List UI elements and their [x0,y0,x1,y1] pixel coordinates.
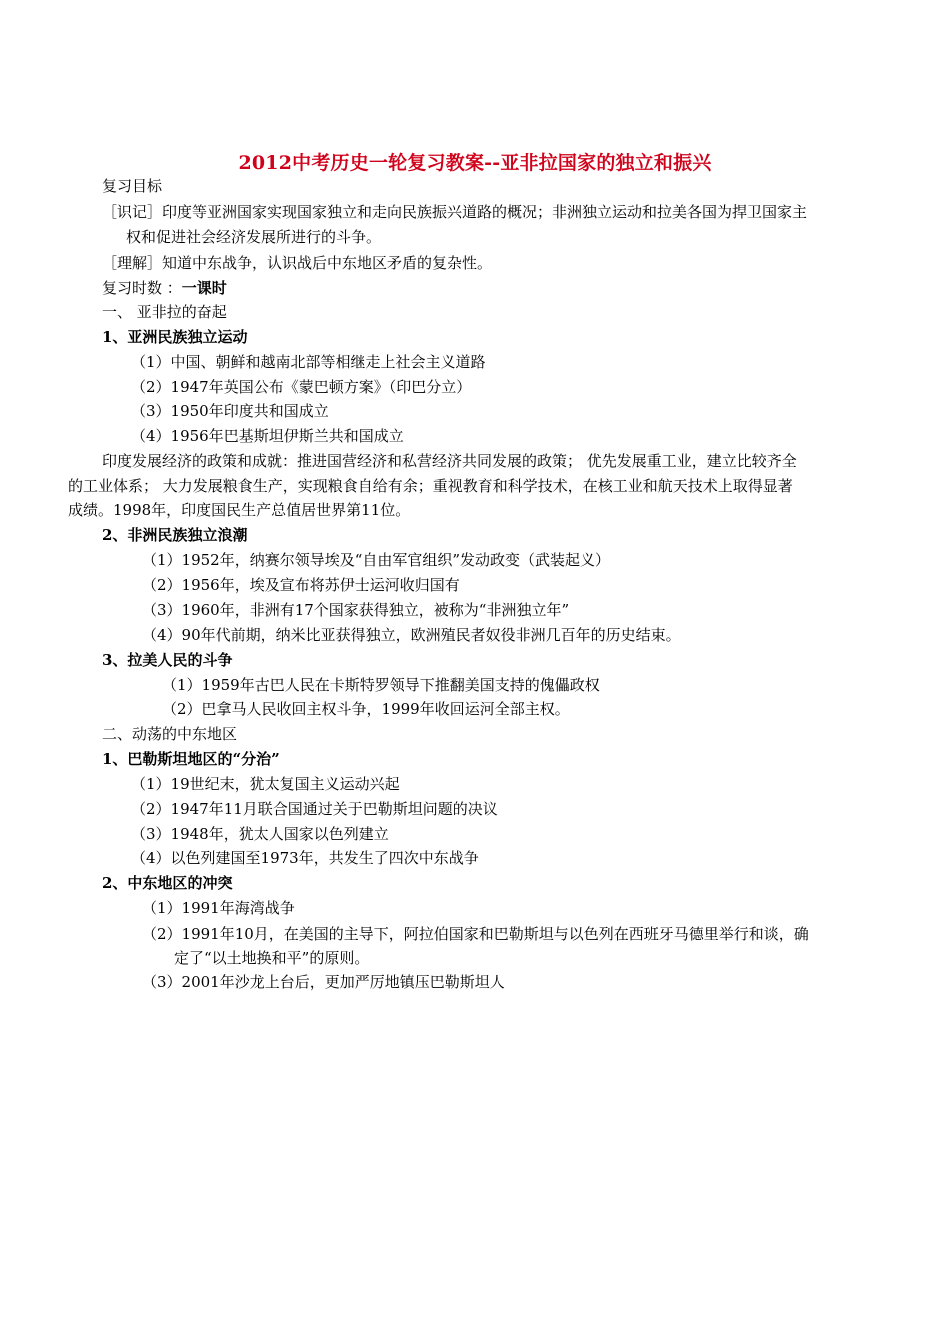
section-1-sub-2-heading: 2、非洲民族独立浪潮 [102,526,248,544]
india-paragraph-line-2: 的工业体系； 大力发展粮食生产，实现粮食自给有余；重视教育和科学技术，在核工业和航天技术上取得显著 [68,477,793,495]
list-item: （3）1950年印度共和国成立 [131,402,329,420]
section-2-sub-1-heading: 1、巴勒斯坦地区的“分治” [102,750,280,768]
list-item: （2）巴拿马人民收回主权斗争，1999年收回运河全部主权。 [162,700,570,718]
understand-line: ［理解］知道中东战争，认识战后中东地区矛盾的复杂性。 [102,254,493,272]
section-1-sub-3-heading: 3、拉美人民的斗争 [102,651,233,669]
section-2-sub-2-heading: 2、中东地区的冲突 [102,874,233,892]
list-item: （2）1991年10月，在美国的主导下，阿拉伯国家和巴勒斯坦与以色列在西班牙马德里举行和谈，确 [142,925,809,943]
list-item: （2）1947年11月联合国通过关于巴勒斯坦问题的决议 [131,800,498,818]
section-2-heading: 二、动荡的中东地区 [102,725,238,743]
list-item: （1）1959年古巴人民在卡斯特罗领导下推翻美国支持的傀儡政权 [162,676,600,694]
review-time [102,278,227,298]
list-item: （1）中国、朝鲜和越南北部等相继走上社会主义道路 [131,353,486,371]
review-goal-label: 复习目标 [102,177,163,195]
list-item: （4）以色列建国至1973年，共发生了四次中东战争 [131,849,479,867]
list-item: （1）1991年海湾战争 [142,899,295,917]
list-item: （4）1956年巴基斯坦伊斯兰共和国成立 [131,427,404,445]
list-item: （3）1948年，犹太人国家以色列建立 [131,825,389,843]
list-item: （3）1960年，非洲有17个国家获得独立，被称为“非洲独立年” [142,601,570,619]
document-title: 2012中考历史一轮复习教案--亚非拉国家的独立和振兴 [238,152,712,174]
list-item: （1）19世纪末，犹太复国主义运动兴起 [131,775,400,793]
list-item: （3）2001年沙龙上台后，更加严厉地镇压巴勒斯坦人 [142,973,505,991]
india-paragraph-line-1: 印度发展经济的政策和成就：推进国营经济和私营经济共同发展的政策； 优先发展重工业，建立比较齐全 [102,452,797,470]
india-paragraph-line-3: 成绩。1998年，印度国民生产总值居世界第11位。 [68,501,411,519]
memorize-line-1: ［识记］印度等亚洲国家实现国家独立和走向民族振兴道路的概况；非洲独立运动和拉美各国为捍卫国家主 [102,203,808,221]
list-item-continuation: 定了“以土地换和平”的原则。 [174,949,370,967]
memorize-line-2: 权和促进社会经济发展所进行的斗争。 [126,228,382,246]
list-item: （2）1956年，埃及宣布将苏伊士运河收归国有 [142,576,460,594]
list-item: （1）1952年，纳赛尔领导埃及“自由军官组织”发动政变（武装起义） [142,551,611,569]
review-time-label: 复习时数 ： [102,279,182,297]
section-1-heading: 一、 亚非拉的奋起 [102,303,227,321]
review-time-value: 一课时 [181,279,227,297]
list-item: （4）90年代前期，纳米比亚获得独立，欧洲殖民者奴役非洲几百年的历史结束。 [142,626,681,644]
list-item: （2）1947年英国公布《蒙巴顿方案》（印巴分立） [131,378,472,396]
section-1-sub-1-heading: 1、亚洲民族独立运动 [102,328,248,346]
